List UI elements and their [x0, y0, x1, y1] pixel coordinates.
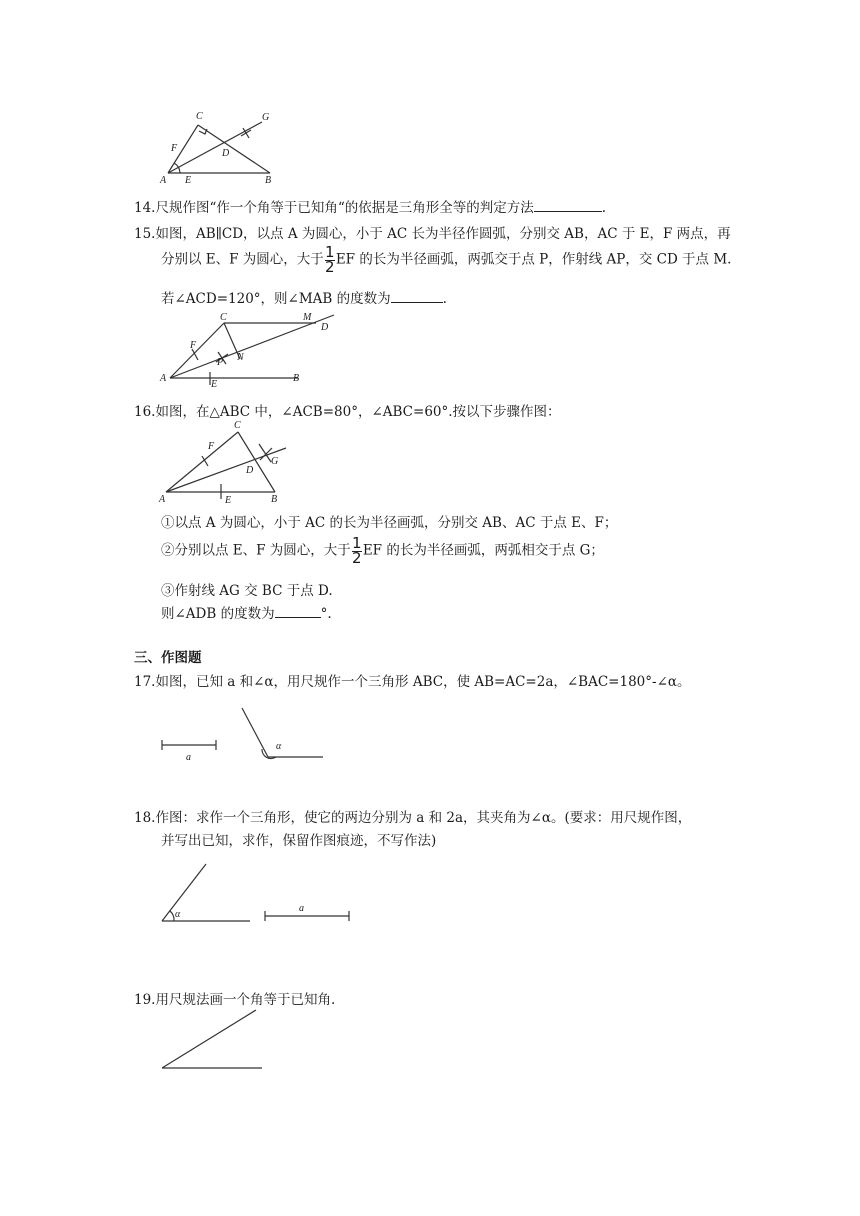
q15-label-n: N: [237, 352, 244, 363]
q16-label-g: G: [271, 456, 279, 467]
q15-label-p: P: [217, 357, 224, 368]
q19-figure: [158, 1006, 268, 1074]
q15-label-e: E: [211, 379, 218, 390]
q19-question: 19.用尺规法画一个角等于已知角.: [134, 992, 336, 1008]
q15-label-d: D: [321, 322, 329, 333]
q15-label-a: A: [160, 373, 167, 384]
q16-label-e: E: [225, 495, 232, 504]
q14-figure: [158, 106, 288, 186]
q14-label-e: E: [185, 175, 192, 186]
q18-figure: [158, 860, 358, 926]
q16-label-a: A: [159, 494, 166, 504]
q15-line2: 分别以 E、F 为圆心，大于 $\frac{1}{2}$ EF 的长为半径画弧，两弧交于点 P，作射线 AP，交 CD 于点 M.: [161, 243, 732, 276]
q14-label-b: B: [265, 175, 272, 186]
q16-figure: [158, 416, 293, 504]
q17-label-alpha: α: [276, 741, 282, 752]
q16-label-f: F: [208, 441, 215, 452]
q16-label-c: C: [234, 420, 241, 431]
q14-label-c: C: [196, 111, 203, 122]
q16-step3: ③作射线 AG 交 BC 于点 D.: [161, 583, 333, 599]
q14-label-f: F: [171, 143, 178, 154]
q14-question: 14.尺规作图“作一个角等于已知角“的依据是三角形全等的判定方法 .: [134, 200, 607, 216]
q15-figure: [158, 308, 338, 390]
q18-label-a: a: [299, 903, 304, 914]
q17-figure: [158, 702, 333, 767]
q18-line1: 18.作图：求作一个三角形，使它的两边分别为 a 和 2a，其夹角为∠α。(要求：用尺规作图，: [134, 810, 692, 826]
q15-label-f: F: [190, 340, 197, 351]
q14-label-a: A: [160, 175, 167, 186]
q16-step1: ①以点 A 为圆心，小于 AC 的长为半径画弧，分别交 AB、AC 于点 E、F；: [161, 515, 618, 531]
q15-line3: 若∠ACD=120°，则∠MAB 的度数为 .: [161, 291, 447, 307]
q16-label-d: D: [246, 465, 254, 476]
q18-label-alpha: α: [175, 909, 181, 920]
q16-step4: 则∠ADB 的度数为 °.: [161, 606, 332, 622]
q16-label-b: B: [271, 494, 278, 504]
section-title: 三、作图题: [134, 650, 202, 666]
q15-fraction: $\frac{1}{2}$: [325, 243, 335, 276]
q15-line1: 15.如图，AB∥CD，以点 A 为圆心，小于 AC 长为半径作圆弧，分别交 AB，AC 于 E，F 两点，再: [134, 226, 731, 242]
q17-question: 17.如图，已知 a 和∠α，用尺规作一个三角形 ABC，使 AB=AC=2a，∠BAC=180°-∠α。: [134, 674, 691, 690]
q16-line1: 16.如图，在△ABC 中，∠ACB=80°，∠ABC=60°.按以下步骤作图：: [134, 404, 561, 420]
q16-step2: ②分别以点 E、F 为圆心，大于 $\frac{1}{2}$ EF 的长为半径画弧，两弧相交于点 G；: [161, 534, 604, 567]
q16-fraction: $\frac{1}{2}$: [352, 534, 362, 567]
q14-label-g: G: [262, 112, 270, 123]
q15-label-b: B: [293, 373, 300, 384]
q14-answer-blank[interactable]: [534, 199, 602, 212]
q15-answer-blank[interactable]: [391, 290, 443, 303]
q15-label-m: M: [303, 312, 312, 323]
q18-line2: 并写出已知，求作，保留作图痕迹，不写作法): [161, 833, 437, 849]
q16-answer-blank[interactable]: [275, 605, 321, 618]
q14-label-d: D: [222, 148, 230, 159]
q15-label-c: C: [220, 312, 227, 323]
q17-label-a: a: [186, 752, 191, 763]
